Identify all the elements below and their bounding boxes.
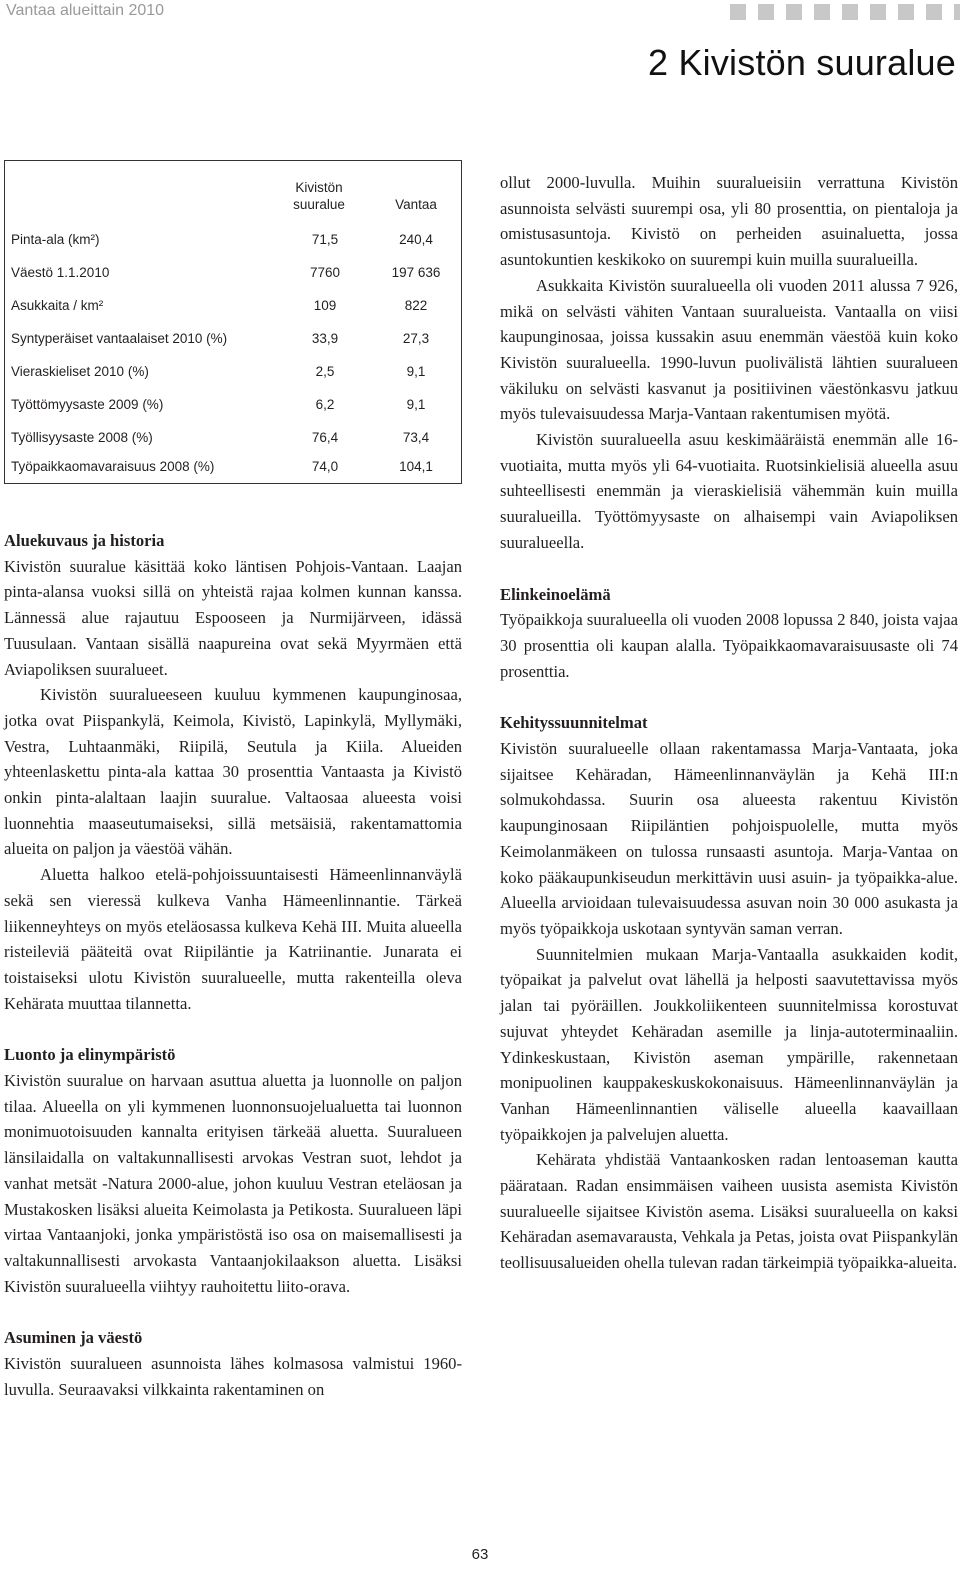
vantaa-value: 240,4 xyxy=(399,232,433,247)
vantaa-value: 9,1 xyxy=(406,397,426,412)
paragraph: Kivistön suuralue käsittää koko läntisen Pohjois-Vantaan. Laajan pinta-alansa vuoksi sillä on yhteistä rajaa kolmen kunnan kanssa. Lännessä alue rajautuu Espooseen ja Nurmijärveen, idässä Tuusulaan. Vantaan sisällä naapureina ovat sekä Myyrmäen että Aviapoliksen suuralueet. xyxy=(4,556,462,679)
kivisto-value: 71,5 xyxy=(311,232,339,247)
kivisto-value: 2,5 xyxy=(315,364,335,379)
paragraph: Kivistön suuralueeseen kuuluu kymmenen kaupunginosaa, jotka ovat Piispankylä, Keimola, Kivistö, Lapinkylä, Myllymäki, Vestra, Luhtaanmäki, Riipilä, Seutula ja Kiila. Alueiden yhteenlaskettu pinta-ala kattaa 30 prosenttia Vantaasta ja Kivistö onkin pinta-alaltaan laajin suuralue. Valtaosaa alueesta voisi luonnehtia maaseutumaiseksi, sillä metsäisiä, rakentamattomia alueita on paljon ja väestöä vähän. xyxy=(4,685,462,859)
decor-square xyxy=(758,4,774,20)
decor-square xyxy=(842,4,858,20)
paragraph: Suunnitelmien mukaan Marja-Vantaalla asukkaiden kodit, työpaikat ja palvelut ovat lähellä ja helposti saavutettavissa myös jalan tai pyöräillen. Joukkoliikenteen suunnitelmissa korostuvat sujuvat yhteydet Kehäradan asemille ja linja-autoterminaaliin. Ydinkeskustaan, Kivistön aseman ympärille, rakennetaan monipuolinen kauppakeskuskokonaisuus. Hämeenlinnanväylän ja Vanhan Hämeenlinnantien väliselle alueella kaavaillaan työpaikkojen ja palvelujen aluetta. xyxy=(500,944,958,1144)
paragraph: Kivistön suuralueen asunnoista lähes kolmasosa valmistui 1960-luvulla. Seuraavaksi vilkkainta rakentaminen on xyxy=(4,1354,462,1399)
decorative-squares xyxy=(730,4,960,20)
table-row xyxy=(11,298,451,318)
kivisto-value: 7760 xyxy=(309,265,341,280)
table-row xyxy=(11,430,451,450)
heading-business: Elinkeinoelämä xyxy=(500,584,611,604)
vantaa-value: 27,3 xyxy=(402,331,430,346)
row-label: Väestö 1.1.2010 xyxy=(11,265,110,280)
kivisto-value: 6,2 xyxy=(315,397,335,412)
chapter-title: 2 Kivistön suuralue xyxy=(648,42,956,83)
paragraph: ollut 2000-luvulla. Muihin suuralueisiin verrattuna Kivistön asunnoista selvästi suurempi osa, yli 80 prosenttia, on pientaloja ja omistusasuntoja. Kivistö on perheiden asuinaluetta, jossa asuntokuntien keskikoko on suurempi kuin muilla suuralueilla. xyxy=(500,173,958,270)
kivisto-value: 74,0 xyxy=(311,459,339,474)
right-column xyxy=(500,170,958,1276)
decor-square xyxy=(786,4,802,20)
vantaa-value: 73,4 xyxy=(402,430,430,445)
kivisto-value: 109 xyxy=(313,298,337,313)
paragraph: Kivistön suuralue on harvaan asuttua aluetta ja luonnolle on paljon tilaa. Alueella on yli kymmenen luonnonsuojelualuetta tai luonnon monimuotoisuuden kannalta erityisen tärkeää aluetta. Suuralueen länsilaidalla on valtakunnallisesti arvokas Vestran suot, lehdot ja vanhat metsät -Natura 2000-alue, johon kuuluu Vestran eteläosan ja Mustakosken lisäksi alueita Keimolasta ja Petikosta. Suuralueen läpi virtaa Vantaanjoki, jonka ympäristöstä iso osa on maisemallisesti ja valtakunnallisesti arvokasta Vantaanjokilaakson aluetta. Lisäksi Kivistön suuralueella viihtyy rauhoitettu liito-orava. xyxy=(4,1071,462,1296)
vantaa-value: 104,1 xyxy=(399,459,433,474)
kivisto-value: 76,4 xyxy=(311,430,339,445)
table-row xyxy=(11,397,451,417)
stats-table xyxy=(4,160,462,484)
col-header-kivisto-line1: Kivistön xyxy=(295,180,343,195)
kivisto-value: 33,9 xyxy=(311,331,339,346)
row-label: Työllisyysaste 2008 (%) xyxy=(11,430,153,445)
table-row xyxy=(11,232,451,252)
col-header-vantaa: Vantaa xyxy=(395,197,437,212)
paragraph: Kivistön suuralueella asuu keskimääräistä enemmän alle 16-vuotiaita, mutta myös yli 64-vuotiaita. Ruotsinkielisiä alueella asuu suhteellisesti enemmän ja vieraskielisiä vähemmän kuin muilla suuralueilla. Työttömyysaste on alhaisempi vain Aviapoliksen suuralueella. xyxy=(500,430,958,552)
heading-nature: Luonto ja elinympäristö xyxy=(4,1045,176,1065)
table-row xyxy=(11,364,451,384)
decor-square xyxy=(814,4,830,20)
row-label: Syntyperäiset vantaalaiset 2010 (%) xyxy=(11,331,228,346)
decor-square xyxy=(870,4,886,20)
decor-square xyxy=(926,4,942,20)
heading-housing: Asuminen ja väestö xyxy=(4,1328,143,1348)
row-label: Työpaikkaomavaraisuus 2008 (%) xyxy=(11,459,215,474)
table-row xyxy=(11,331,451,351)
paragraph: Asukkaita Kivistön suuralueella oli vuoden 2011 alussa 7 926, mikä on selvästi vähiten Vantaan suuralueista. Vantaalla on viisi kaupunginosaa, joissa kussakin asuu enemmän väestöä kuin koko Kivistön suuralueella. 1990-luvun puolivälistä lähtien suuralueen väkiluku on selvästi kasvanut ja positiivinen väestönkasvu jatkuu myös tulevaisuudessa Marja-Vantaan rakentumisen myötä. xyxy=(500,275,958,424)
heading-history: Aluekuvaus ja historia xyxy=(4,531,165,550)
paragraph: Aluetta halkoo etelä-pohjoissuuntaisesti Hämeenlinnanväylä sekä sen vieressä kulkeva Vanha Hämeenlinnantie. Tärkeä liikenneyhteys on myös eteläosassa kulkeva Kehä III. Muita alueella risteileviä pääteitä ovat Riipiläntie ja Katriinantie. Junarata ei toistaiseksi ulotu Kivistön suuralueelle, mutta rakenteilla oleva Kehärata muuttaa tilannetta. xyxy=(4,865,462,1013)
vantaa-value: 822 xyxy=(404,298,428,313)
table-row xyxy=(11,265,451,285)
paragraph: Kehärata yhdistää Vantaankosken radan lentoaseman kautta päärataan. Radan ensimmäisen vaiheen uusista asemista Kivistön suuralueelle sijaitsee Kivistön asema. Lisäksi suuralueella on kaksi Kehäradan asemavarausta, Vehkala ja Petas, joista ovat Piispankylän teollisuusalueiden ohella tulevan radan tärkeimpiä työpaikka-alueita. xyxy=(500,1150,958,1273)
vantaa-value: 197 636 xyxy=(391,265,441,280)
row-label: Työttömyysaste 2009 (%) xyxy=(11,397,164,412)
col-header-kivisto-line2: suuralue xyxy=(293,197,345,212)
page-number: 63 xyxy=(471,1546,489,1563)
decor-square xyxy=(730,4,746,20)
running-head: Vantaa alueittain 2010 xyxy=(6,2,165,19)
row-label: Pinta-ala (km²) xyxy=(11,232,100,247)
heading-development: Kehityssuunnitelmat xyxy=(500,713,648,733)
col-header-kivisto xyxy=(269,179,369,213)
decor-square xyxy=(954,4,960,20)
vantaa-value: 9,1 xyxy=(406,364,426,379)
paragraph: Kivistön suuralueelle ollaan rakentamassa Marja-Vantaata, joka sijaitsee Kehäradan, Hämeenlinnanväylän ja Kehä III:n solmukohdassa. Suurin osa alueesta rakentuu Kivistön kaupunginosaan Riipiläntien pohjoispuolelle, mutta myös Keimolanmäkeen on tulossa runsaasti asuntoja. Marja-Vantaa on koko pääkaupunkiseudun merkittävin uusi asuin- ja työpaikka-alue. Alueella arvioidaan tulevaisuudessa asuvan noin 30 000 asukasta ja myös työpaikkoja uskotaan syntyvän saman verran. xyxy=(500,739,958,938)
left-column xyxy=(4,528,462,1403)
table-row xyxy=(11,459,451,479)
paragraph: Työpaikkoja suuralueella oli vuoden 2008 lopussa 2 840, joista vajaa 30 prosenttia oli kaupan alalla. Työpaikkaomavaraisuusaste oli 74 prosenttia. xyxy=(500,610,958,681)
row-label: Asukkaita / km² xyxy=(11,298,104,313)
decor-square xyxy=(898,4,914,20)
row-label: Vieraskieliset 2010 (%) xyxy=(11,364,149,379)
